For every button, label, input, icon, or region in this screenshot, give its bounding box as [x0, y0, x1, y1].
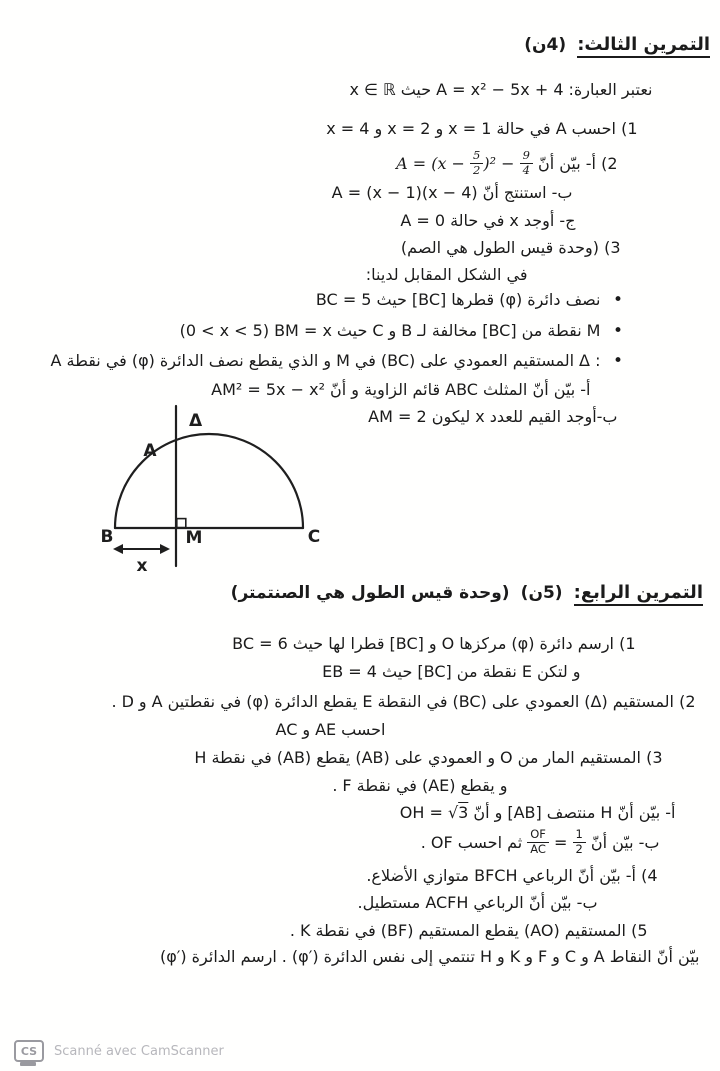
math-segment: x = 1: [448, 118, 492, 138]
math-segment: x: [475, 406, 485, 426]
math-segment: (Δ): [584, 691, 608, 711]
ex3-question-2a: [0, 150, 620, 179]
arabic-text-segment: و: [388, 321, 397, 341]
math-segment: x = 4: [326, 118, 370, 138]
arabic-text-segment: و: [374, 118, 383, 138]
arabic-text-segment: بيّن أنّ النقاط: [609, 947, 700, 967]
arabic-text-segment: 2) أ- بيّن أنّ: [537, 154, 618, 174]
math-segment: F: [537, 947, 548, 967]
math-segment: E: [362, 691, 373, 711]
arabic-text-segment: 1) ارسم دائرة: [539, 633, 636, 653]
math-segment: A: [555, 118, 567, 138]
arabic-text-segment: .: [332, 775, 338, 795]
math-segment: E: [521, 662, 532, 682]
ex3-given-bullet-2: [0, 320, 623, 343]
arabic-text-segment: نقطة من: [456, 662, 517, 682]
math-segment: [BC]: [482, 321, 517, 341]
expression-definition: [0, 79, 655, 101]
math-segment: F: [342, 775, 352, 795]
arabic-text-segment: و: [525, 947, 533, 967]
arabic-text-segment: و العمودي على: [394, 748, 496, 768]
math-segment: A = (x − $\frac{5}{2}$ )² − $\frac{9}{4}$: [396, 150, 533, 179]
arabic-text-segment: تنتمي إلى نفس الدائرة: [323, 947, 475, 967]
math-segment: ACFH: [425, 893, 469, 913]
ex3-given-bullet-3: [0, 350, 623, 373]
ex4-question-1-cont: [0, 661, 583, 683]
math-segment: H: [194, 748, 207, 768]
arabic-text-segment: مخالفة لـ: [417, 321, 478, 341]
figure-label-x: x: [136, 556, 148, 576]
arabic-text-segment: في نقطة: [211, 748, 272, 768]
arabic-text-segment: أ- بيّن أنّ: [617, 803, 676, 823]
math-segment: Δ :: [579, 351, 601, 371]
figure-label-M: M: [185, 528, 203, 548]
math-segment: x: [509, 210, 519, 230]
arabic-text-segment: في النقطة: [377, 691, 448, 711]
ex4-question-5-cont: [0, 946, 702, 968]
square-root: √3: [447, 803, 469, 823]
math-segment: EB = 4: [322, 662, 377, 682]
exercise3-points: (4ن): [524, 35, 567, 55]
fraction: $\frac{9}{4}$: [520, 149, 533, 178]
arabic-text-segment: في نقطة: [66, 351, 127, 371]
math-segment: AC: [275, 719, 298, 739]
arabic-text-segment: ليكون: [431, 406, 471, 426]
ex3-question-1: [0, 118, 640, 140]
arabic-text-segment: يقطع المستقيم: [418, 920, 519, 940]
math-segment: O: [441, 633, 455, 653]
math-segment: BC = 5: [315, 290, 372, 310]
arabic-text-segment: مستطيل.: [357, 893, 421, 913]
arabic-text-segment: في نقطتين: [167, 691, 242, 711]
exercise4-unit-note: (وحدة قيس الطول هي الصنتمتر): [230, 583, 510, 604]
camscanner-watermark: [14, 1040, 224, 1062]
math-segment: x = 2: [387, 118, 431, 138]
math-segment: K: [509, 947, 521, 967]
fraction: $\frac{OF}{AC}$: [527, 828, 549, 857]
arabic-text-segment: مركزها: [459, 633, 507, 653]
math-segment: (φ′): [159, 947, 187, 967]
arabic-text-segment: و: [138, 691, 147, 711]
math-segment: AM² = 5x − x²: [211, 380, 325, 400]
arabic-text-segment: يقطع الدائرة: [274, 691, 358, 711]
arabic-text-segment: في نقطة: [356, 775, 417, 795]
arabic-text-segment: و: [428, 633, 437, 653]
math-segment: (AO): [523, 920, 560, 940]
arabic-text-segment: في حالة: [450, 210, 505, 230]
arabic-text-segment: ب- بيّن أنّ: [590, 832, 660, 852]
math-segment: $\frac{OF}{AC}$ = $\frac{1}{2}$: [527, 829, 586, 858]
math-segment: [BC]: [411, 290, 447, 310]
arabic-text-segment: 5) المستقيم: [564, 920, 648, 940]
math-segment: OH = √3: [399, 803, 469, 823]
ex4-question-4b: [0, 892, 600, 914]
arabic-text-segment: في حالة: [496, 118, 551, 138]
ex3-question-3: [0, 237, 623, 259]
math-segment: (AB): [276, 748, 312, 768]
arabic-text-segment: في: [354, 351, 376, 371]
fraction: $\frac{5}{2}$: [470, 149, 483, 178]
math-segment: A: [151, 691, 163, 711]
arabic-text-segment: احسب: [341, 719, 386, 739]
math-segment: (AB): [355, 748, 390, 768]
ex4-question-1: [0, 633, 638, 655]
ex4-question-2: [0, 691, 698, 713]
arabic-text-segment: منتصف: [546, 803, 596, 823]
math-segment: A = (x − 1)(x − 4): [331, 183, 478, 203]
math-segment: H: [600, 803, 613, 823]
arabic-text-segment: 1) احسب: [571, 118, 638, 138]
arabic-text-segment: قطرا لها حيث: [292, 633, 385, 653]
arabic-text-segment: و: [581, 947, 589, 967]
math-segment: AM = 2: [368, 406, 427, 426]
geometry-figure: [58, 398, 388, 583]
arabic-text-segment: قطرها: [451, 290, 495, 310]
math-segment: AE: [315, 719, 337, 739]
exercise3-title: التمرين الثالث:: [577, 34, 710, 58]
math-segment: (BC): [380, 351, 416, 371]
math-segment: H: [479, 947, 492, 967]
math-segment: (AE): [421, 775, 456, 795]
arabic-text-segment: في نقطة: [315, 920, 376, 940]
math-segment: (0 < x < 5): [179, 321, 270, 341]
arabic-text-segment: .: [289, 920, 295, 940]
ex4-question-3: [0, 747, 665, 769]
math-segment: (φ): [131, 351, 155, 371]
exercise4-title: التمرين الرابع:: [574, 582, 703, 606]
ex3-figure-intro: [0, 264, 530, 286]
arabic-text-segment: .: [111, 691, 117, 711]
ex4-question-2-cont: [0, 719, 388, 741]
arabic-text-segment: ب- استنتج أنّ: [482, 183, 573, 203]
math-segment: (φ): [499, 290, 523, 310]
figure-label-A: A: [143, 441, 157, 461]
arabic-text-segment: نعتبر العبارة:: [568, 80, 653, 100]
math-segment: (BF): [380, 920, 414, 940]
math-segment: M: [336, 351, 350, 371]
math-segment: BC = 6: [232, 633, 288, 653]
math-segment: BM = x: [274, 321, 332, 341]
math-segment: (φ′): [291, 947, 319, 967]
math-segment: x ∈ ℝ: [349, 80, 396, 100]
arabic-text-segment: نقطة من: [521, 321, 582, 341]
arabic-text-segment: أ- بيّن أنّ المثلث: [482, 380, 591, 400]
ex4-question-3-cont: [0, 775, 510, 797]
math-segment: (BC): [452, 691, 487, 711]
arabic-text-segment: 3) المستقيم المار من: [517, 748, 663, 768]
ex4-question-3a: [0, 802, 678, 824]
arabic-text-segment: حيث: [376, 290, 407, 310]
math-segment: BFCH: [474, 865, 518, 885]
math-segment: A: [593, 947, 605, 967]
arabic-text-segment: نصف دائرة: [527, 290, 601, 310]
arabic-text-segment: .: [281, 947, 287, 967]
camscanner-caption: Scanné avec CamScanner: [54, 1043, 224, 1059]
arabic-text-segment: حيث: [381, 662, 413, 682]
arabic-text-segment: ج- أوجد: [523, 210, 576, 230]
exercise4-points: (5ن): [520, 583, 563, 604]
arabic-text-segment: 2) المستقيم: [612, 691, 696, 711]
ex3-given-bullet-1: [0, 289, 623, 312]
arabic-text-segment: .: [420, 832, 426, 852]
arabic-text-segment: قائم الزاوية و أنّ: [329, 380, 441, 400]
ex4-question-4a: [0, 865, 660, 887]
arabic-text-segment: ارسم الدائرة: [191, 947, 277, 967]
arabic-text-segment: يقطع: [316, 748, 351, 768]
exercise4-heading: [0, 581, 703, 605]
math-segment: A = x² − 5x + 4: [436, 80, 564, 100]
math-segment: A: [50, 351, 62, 371]
math-segment: D: [121, 691, 134, 711]
arabic-text-segment: و: [552, 947, 560, 967]
arabic-text-segment: ثم احسب: [457, 832, 523, 852]
ex3-question-2b: [0, 182, 575, 204]
arabic-text-segment: و: [302, 719, 311, 739]
right-angle-mark: [177, 519, 186, 528]
ex4-question-5: [0, 920, 650, 942]
math-segment: OF: [430, 832, 453, 852]
math-segment: O: [500, 748, 513, 768]
math-segment: [AB]: [507, 803, 542, 823]
math-segment: C: [564, 947, 577, 967]
figure-label-delta: Δ: [189, 411, 203, 431]
arabic-text-segment: و يقطع: [460, 775, 508, 795]
figure-label-B: B: [100, 527, 114, 547]
math-segment: (φ): [511, 633, 535, 653]
arabic-text-segment: متوازي الأضلاع.: [366, 865, 470, 885]
math-segment: (φ): [246, 691, 270, 711]
figure-label-C: C: [307, 527, 321, 547]
math-segment: [BC]: [417, 662, 452, 682]
exercise3-heading: [0, 33, 710, 57]
arabic-text-segment: حيث: [336, 321, 368, 341]
arabic-text-segment: المستقيم العمودي على: [420, 351, 575, 371]
arabic-text-segment: و: [435, 118, 444, 138]
math-segment: M: [586, 321, 601, 341]
arabic-text-segment: حيث: [400, 80, 432, 100]
arabic-text-segment: العمودي على: [491, 691, 580, 711]
math-segment: A = 0: [400, 210, 446, 230]
arrowhead-right-icon: [160, 544, 170, 554]
arabic-text-segment: و أنّ: [473, 803, 503, 823]
arabic-text-segment: 3) (وحدة قيس الطول هي الصم): [400, 238, 621, 258]
ex3-question-2c: [0, 210, 578, 232]
camscanner-logo-icon: CS: [14, 1040, 44, 1062]
math-segment: B: [401, 321, 413, 341]
arabic-text-segment: و الذي يقطع نصف الدائرة: [159, 351, 332, 371]
arrowhead-left-icon: [113, 544, 123, 554]
math-segment: C: [372, 321, 384, 341]
arabic-text-segment: و: [496, 947, 505, 967]
math-segment: ABC: [445, 380, 478, 400]
arabic-text-segment: في الشكل المقابل لدينا:: [365, 264, 528, 284]
fraction: $\frac{1}{2}$: [573, 828, 586, 857]
arabic-text-segment: ب-أوجد القيم للعدد: [489, 406, 618, 426]
arabic-text-segment: و لتكن: [536, 662, 581, 682]
ex4-question-3b: [0, 826, 662, 858]
math-segment: K: [299, 920, 311, 940]
arabic-text-segment: 4) أ- بيّن أنّ الرباعي: [522, 865, 658, 885]
arabic-text-segment: ب- بيّن أنّ الرباعي: [473, 893, 598, 913]
math-segment: [BC]: [389, 633, 424, 653]
